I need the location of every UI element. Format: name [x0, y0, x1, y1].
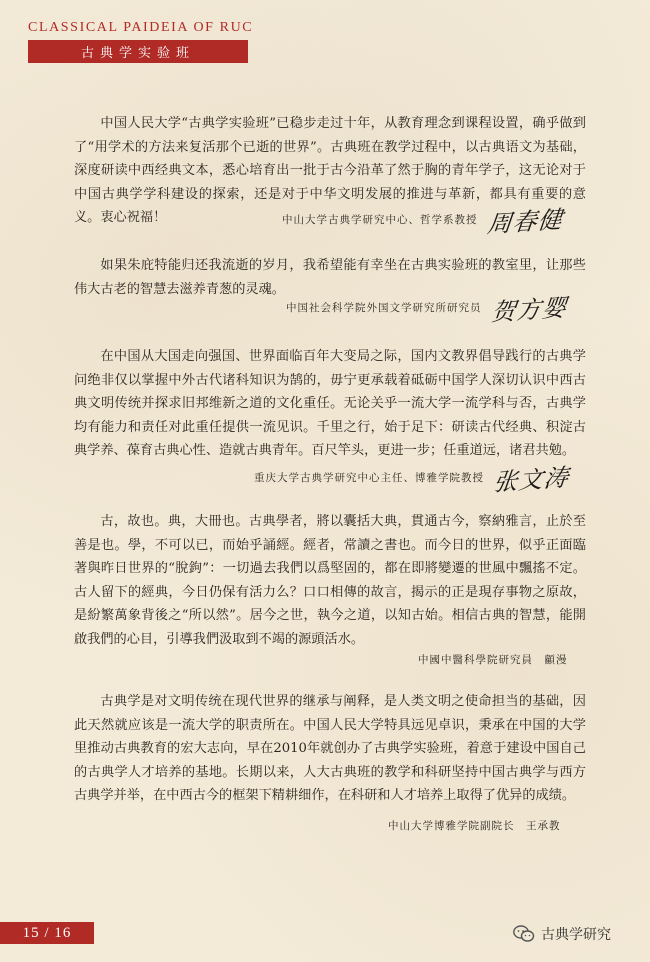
section-5 — [74, 690, 586, 808]
section-1-signature: 中山大学古典学研究中心、哲学系教授 — [282, 214, 478, 226]
section-1-handwritten-signature: 周春健 — [485, 205, 565, 239]
section-2-signature: 中国社会科学院外国文学研究所研究员 — [286, 302, 482, 314]
header-title-en: CLASSICAL PAIDEIA OF RUC — [28, 20, 254, 35]
section-1-text: 中国人民大学“古典学实验班”已稳步走过十年，从教育理念到课程设置，确乎做到了“用学术的方法来复活那个已逝的世界”。古典班在教学过程中，以古典语文为基础，深度研读中西经典文本，悉心培育出一批于古今沿革了然于胸的青年学子，这无论对于中国古典学学科建设的探索，还是对于中华文明发展的推进与革新，都具有重要的意义。衷心祝福！ — [74, 116, 586, 226]
section-2-handwritten-signature: 贺方婴 — [489, 293, 569, 327]
section-3-signature: 重庆大学古典学研究中心主任、博雅学院教授 — [254, 472, 484, 484]
page-number: 15 / 16 — [0, 922, 94, 944]
section-3-text: 在中国从大国走向强国、世界面临百年大变局之际，国内文教界倡导践行的古典学问绝非仅以掌握中外古代诸科知识为鹄的，毋宁更承载着砥砺中国学人深切认识中西古典文明传统并探求旧邦维新之道的文化重任。无论关乎一流大学一流学科与否，古典学均有能力和责任对此重任提供一流见识。千里之行，始于足下：研读古代经典、积淀古典学养、葆育古典心性、造就古典青年。百尺竿头，更进一步；任重道远，诸君共勉。 — [74, 349, 586, 459]
section-4-text: 古，故也。典，大冊也。古典學者，將以囊括大典，貫通古今，察納雅言，止於至善是也。學，不可以已，而始乎誦經。經者，常讀之書也。而今日的世界，似乎正面臨著與昨日世界的“脫鉤”：一切過去我們以爲堅固的，都在即將變遷的世風中飄搖不定。古人留下的經典，今日仍保有活力么？口口相傳的故言，揭示的正是現存事物之原故，是紛繁萬象背後之“所以然”。居今之世，執今之道，以知古始。相信古典的智慧，能開啟我們的心目，引導我們汲取到不竭的源頭活水。 — [74, 514, 586, 647]
section-3-handwritten-signature: 张文涛 — [491, 463, 571, 497]
section-3-signature-row — [254, 460, 569, 495]
header-title-cn: 古典学实验班 — [28, 40, 248, 63]
wechat-watermark — [513, 924, 611, 944]
section-5-text: 古典学是对文明传统在现代世界的继承与阐释，是人类文明之使命担当的基础，因此天然就应该是一流大学的职责所在。中国人民大学特具远见卓识，秉承在中国的大学里推动古典教育的宏大志向，早在2010年就创办了古典学实验班，着意于建设中国自己的古典学人才培养的基地。长期以来，人大古典班的教学和科研坚持中国古典学与西方古典学并举，在中西古今的框架下精耕细作，在科研和人才培养上取得了优异的成绩。 — [74, 694, 586, 804]
wechat-account-name: 古典学研究 — [541, 927, 611, 943]
section-4 — [74, 510, 586, 652]
section-1-signature-row — [282, 202, 563, 237]
section-5-signature: 中山大学博雅学院副院长 王承教 — [388, 820, 561, 832]
section-4-signature: 中國中醫科學院研究員 顧漫 — [418, 654, 568, 666]
section-3 — [74, 345, 586, 463]
section-2-signature-row — [286, 290, 567, 325]
header — [28, 20, 254, 63]
wechat-icon — [513, 925, 535, 943]
section-2-text: 如果朱庇特能归还我流逝的岁月，我希望能有幸坐在古典实验班的教室里，让那些伟大古老的智慧去滋养青葱的灵魂。 — [74, 258, 586, 297]
